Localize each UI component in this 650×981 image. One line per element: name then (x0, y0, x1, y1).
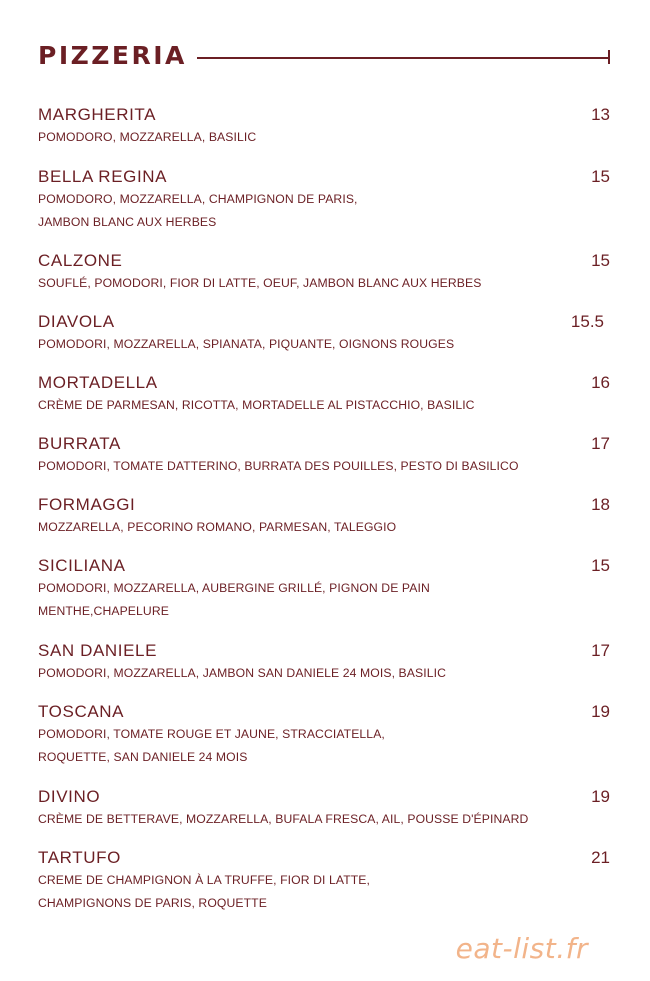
menu-item-header (38, 786, 610, 808)
menu-item (38, 372, 610, 417)
menu-item-price: 16 (591, 373, 610, 392)
menu-item-price: 19 (591, 787, 610, 806)
menu-item-header (38, 372, 610, 394)
menu-item-header (38, 701, 610, 723)
menu-item-description: CRÈME DE PARMESAN, RICOTTA, MORTADELLE AL PISTACCHIO, BASILIC (38, 398, 475, 412)
menu-item-header (38, 166, 610, 188)
menu-item (38, 250, 610, 295)
menu-item-price: 15 (591, 167, 610, 186)
menu-item-description: POMODORI, MOZZARELLA, AUBERGINE GRILLÉ, PIGNON DE PAIN (38, 581, 430, 595)
menu-item-description: POMODORI, MOZZARELLA, SPIANATA, PIQUANTE, OIGNONS ROUGES (38, 337, 455, 351)
menu-item-header (38, 494, 610, 516)
menu-item-price: 17 (591, 434, 610, 453)
section-title: PIZZERIA (38, 40, 187, 70)
menu-item-header (38, 555, 610, 577)
menu-item-name: BURRATA (38, 434, 121, 453)
menu-item-header (38, 104, 610, 126)
menu-item (38, 555, 610, 623)
menu-item-description: MENTHE,CHAPELURE (38, 604, 169, 618)
menu-item-name: SAN DANIELE (38, 641, 158, 660)
menu-item-header (38, 433, 610, 455)
menu-item-price: 19 (591, 702, 610, 721)
menu-item-price: 13 (591, 105, 610, 124)
watermark: eat-list.fr (455, 932, 588, 965)
menu-item (38, 847, 610, 915)
menu-item-price: 15.5 (570, 312, 604, 331)
menu-item-description: CREME DE CHAMPIGNON À LA TRUFFE, FIOR DI LATTE, (38, 873, 370, 887)
menu-item-price: 17 (591, 641, 610, 660)
menu-item (38, 311, 610, 356)
menu-item-header (38, 311, 610, 333)
menu-item-name: TOSCANA (38, 702, 125, 721)
menu-item-name: DIVINO (38, 787, 101, 806)
header-divider (197, 57, 610, 59)
menu-item-header (38, 640, 610, 662)
menu-item-description: ROQUETTE, SAN DANIELE 24 MOIS (38, 750, 248, 764)
menu-item (38, 786, 610, 831)
menu-item-price: 15 (591, 556, 610, 575)
menu-item (38, 494, 610, 539)
menu-item-description: MOZZARELLA, PECORINO ROMANO, PARMESAN, TALEGGIO (38, 520, 397, 534)
menu-item (38, 433, 610, 478)
menu-item-name: TARTUFO (38, 848, 121, 867)
menu-item (38, 640, 610, 685)
menu-item-name: FORMAGGI (38, 495, 136, 514)
menu-item-name: MORTADELLA (38, 373, 158, 392)
menu-item-list (38, 88, 610, 915)
menu-item-header (38, 250, 610, 272)
menu-item-name: DIAVOLA (38, 312, 115, 331)
menu-item (38, 166, 610, 234)
menu-item-description: POMODORO, MOZZARELLA, CHAMPIGNON DE PARIS, (38, 192, 358, 206)
menu-item-description: POMODORI, TOMATE ROUGE ET JAUNE, STRACCIATELLA, (38, 727, 385, 741)
menu-item-description: POMODORI, MOZZARELLA, JAMBON SAN DANIELE 24 MOIS, BASILIC (38, 666, 446, 680)
menu-item (38, 701, 610, 769)
menu-item (38, 104, 610, 149)
menu-item-name: MARGHERITA (38, 105, 157, 124)
menu-item-name: CALZONE (38, 251, 123, 270)
menu-item-price: 21 (591, 848, 610, 867)
menu-item-description: SOUFLÉ, POMODORI, FIOR DI LATTE, OEUF, JAMBON BLANC AUX HERBES (38, 276, 482, 290)
menu-item-name: SICILIANA (38, 556, 126, 575)
section-header (38, 38, 610, 72)
menu-item-description: JAMBON BLANC AUX HERBES (38, 215, 217, 229)
menu-item-price: 15 (591, 251, 610, 270)
menu-item-description: POMODORI, TOMATE DATTERINO, BURRATA DES POUILLES, PESTO DI BASILICO (38, 459, 519, 473)
menu-item-description: CRÈME DE BETTERAVE, MOZZARELLA, BUFALA FRESCA, AIL, POUSSE D'ÉPINARD (38, 812, 529, 826)
menu-item-description: POMODORO, MOZZARELLA, BASILIC (38, 130, 257, 144)
menu-item-name: BELLA REGINA (38, 167, 168, 186)
menu-item-description: CHAMPIGNONS DE PARIS, ROQUETTE (38, 896, 267, 910)
menu-item-header (38, 847, 610, 869)
menu-item-price: 18 (591, 495, 610, 514)
